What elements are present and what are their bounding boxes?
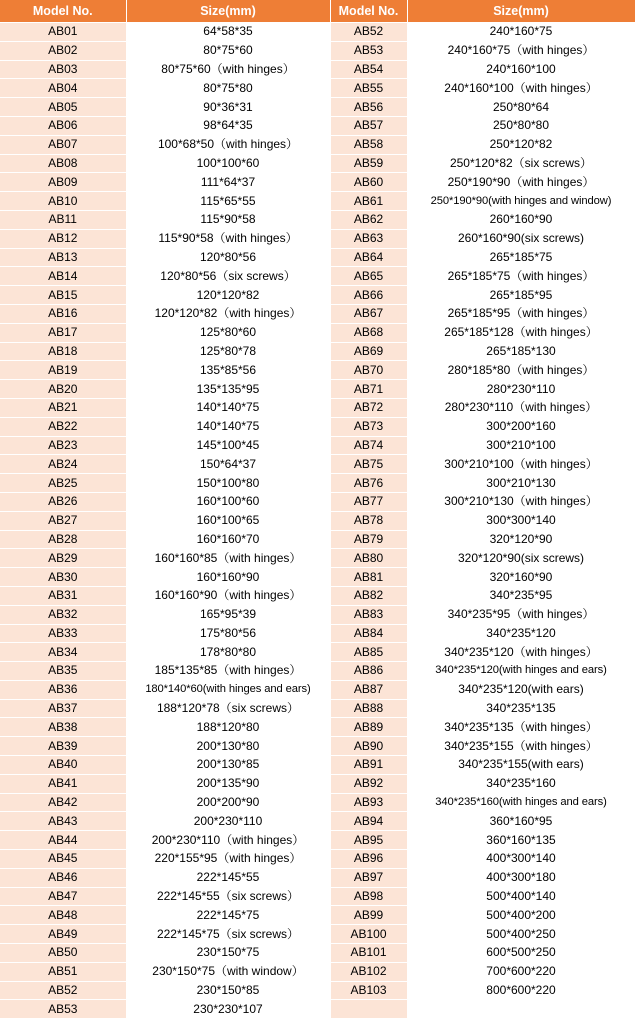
right-size-cell: 280*230*110（with hinges）: [407, 398, 635, 417]
right-model-cell: AB52: [330, 23, 407, 42]
left-model-cell: AB30: [0, 568, 126, 587]
right-size-cell: 340*235*95: [407, 586, 635, 605]
right-size-cell: 700*600*220: [407, 962, 635, 981]
table-row: [0, 248, 635, 267]
right-size-cell: 250*190*90（with hinges）: [407, 173, 635, 192]
table-row: [0, 192, 635, 211]
left-model-cell: AB20: [0, 380, 126, 399]
table-row: [0, 643, 635, 662]
left-model-cell: AB11: [0, 210, 126, 229]
right-empty-size-cell: [407, 1000, 635, 1019]
right-size-cell: 340*235*135（with hinges）: [407, 718, 635, 737]
left-model-cell: AB29: [0, 549, 126, 568]
table-row: [0, 304, 635, 323]
right-model-cell: AB60: [330, 173, 407, 192]
table-row: [0, 492, 635, 511]
left-size-cell: 200*130*80: [126, 737, 330, 756]
right-size-cell: 340*235*160(with hinges and ears): [407, 793, 635, 812]
left-size-cell: 200*230*110（with hinges）: [126, 831, 330, 850]
model-header-right: Model No.: [330, 0, 407, 23]
left-model-cell: AB38: [0, 718, 126, 737]
right-size-cell: 300*210*100: [407, 436, 635, 455]
left-model-cell: AB26: [0, 492, 126, 511]
right-size-cell: 340*235*135: [407, 699, 635, 718]
left-model-cell: AB31: [0, 586, 126, 605]
left-size-cell: 80*75*60: [126, 41, 330, 60]
table-row: [0, 925, 635, 944]
left-model-cell: AB42: [0, 793, 126, 812]
right-model-cell: AB83: [330, 605, 407, 624]
table-body: [0, 23, 635, 1019]
table-row: [0, 511, 635, 530]
right-model-cell: AB58: [330, 135, 407, 154]
left-model-cell: AB37: [0, 699, 126, 718]
table-row: [0, 474, 635, 493]
right-size-cell: 250*80*64: [407, 98, 635, 117]
left-size-cell: 188*120*78（six screws）: [126, 699, 330, 718]
right-size-cell: 250*80*80: [407, 116, 635, 135]
table-row: [0, 793, 635, 812]
right-size-cell: 240*160*75（with hinges）: [407, 41, 635, 60]
table-row: [0, 23, 635, 42]
right-size-cell: 500*400*200: [407, 906, 635, 925]
left-model-cell: AB10: [0, 192, 126, 211]
right-model-cell: AB67: [330, 304, 407, 323]
right-size-cell: 265*185*95: [407, 286, 635, 305]
right-size-cell: 300*210*100（with hinges）: [407, 455, 635, 474]
right-model-cell: AB78: [330, 511, 407, 530]
left-model-cell: AB27: [0, 511, 126, 530]
right-model-cell: AB82: [330, 586, 407, 605]
right-size-cell: 320*120*90(six screws): [407, 549, 635, 568]
left-size-cell: 140*140*75: [126, 398, 330, 417]
left-size-cell: 220*155*95（with hinges）: [126, 850, 330, 869]
left-size-cell: 222*145*75: [126, 906, 330, 925]
right-model-cell: AB96: [330, 850, 407, 869]
left-model-cell: AB04: [0, 79, 126, 98]
left-size-cell: 120*80*56: [126, 248, 330, 267]
left-size-cell: 188*120*80: [126, 718, 330, 737]
left-size-cell: 150*64*37: [126, 455, 330, 474]
left-size-cell: 135*135*95: [126, 380, 330, 399]
table-row: [0, 98, 635, 117]
table-row: [0, 944, 635, 963]
right-model-cell: AB54: [330, 60, 407, 79]
left-size-cell: 120*80*56（six screws）: [126, 267, 330, 286]
left-size-cell: 80*75*60（with hinges）: [126, 60, 330, 79]
left-size-cell: 160*160*90: [126, 568, 330, 587]
left-size-cell: 135*85*56: [126, 361, 330, 380]
left-size-cell: 222*145*75（six screws）: [126, 925, 330, 944]
right-model-cell: AB99: [330, 906, 407, 925]
right-size-cell: 340*235*155(with ears): [407, 756, 635, 775]
right-model-cell: AB92: [330, 774, 407, 793]
right-size-cell: 240*160*100: [407, 60, 635, 79]
right-size-cell: 320*160*90: [407, 568, 635, 587]
right-model-cell: AB86: [330, 662, 407, 681]
right-model-cell: AB100: [330, 925, 407, 944]
left-size-cell: 120*120*82: [126, 286, 330, 305]
left-model-cell: AB24: [0, 455, 126, 474]
left-size-cell: 160*100*65: [126, 511, 330, 530]
left-model-cell: AB14: [0, 267, 126, 286]
table-row: [0, 718, 635, 737]
left-model-cell: AB15: [0, 286, 126, 305]
table-row: [0, 60, 635, 79]
left-size-cell: 178*80*80: [126, 643, 330, 662]
table-row: [0, 756, 635, 775]
right-size-cell: 600*500*250: [407, 944, 635, 963]
left-size-cell: 100*100*60: [126, 154, 330, 173]
left-model-cell: AB49: [0, 925, 126, 944]
right-model-cell: AB71: [330, 380, 407, 399]
left-model-cell: AB40: [0, 756, 126, 775]
table-row: [0, 812, 635, 831]
left-model-cell: AB18: [0, 342, 126, 361]
table-row: [0, 417, 635, 436]
right-model-cell: AB56: [330, 98, 407, 117]
left-size-cell: 80*75*80: [126, 79, 330, 98]
right-model-cell: AB73: [330, 417, 407, 436]
right-size-cell: 265*185*130: [407, 342, 635, 361]
left-model-cell: AB12: [0, 229, 126, 248]
right-size-cell: 265*185*75（with hinges）: [407, 267, 635, 286]
left-size-cell: 180*140*60(with hinges and ears): [126, 680, 330, 699]
left-model-cell: AB22: [0, 417, 126, 436]
left-size-cell: 140*140*75: [126, 417, 330, 436]
right-size-cell: 500*400*250: [407, 925, 635, 944]
table-row: [0, 135, 635, 154]
left-model-cell: AB28: [0, 530, 126, 549]
left-model-cell: AB05: [0, 98, 126, 117]
table-row: [0, 154, 635, 173]
right-size-cell: 800*600*220: [407, 981, 635, 1000]
left-size-cell: 90*36*31: [126, 98, 330, 117]
right-model-cell: AB69: [330, 342, 407, 361]
right-size-cell: 320*120*90: [407, 530, 635, 549]
left-model-cell: AB03: [0, 60, 126, 79]
right-model-cell: AB89: [330, 718, 407, 737]
right-size-cell: 250*120*82: [407, 135, 635, 154]
table-row: [0, 586, 635, 605]
right-model-cell: AB63: [330, 229, 407, 248]
right-size-cell: 340*235*160: [407, 774, 635, 793]
right-size-cell: 250*120*82（six screws）: [407, 154, 635, 173]
right-size-cell: 300*210*130（with hinges）: [407, 492, 635, 511]
right-model-cell: AB59: [330, 154, 407, 173]
table-row: [0, 380, 635, 399]
model-header-left: Model No.: [0, 0, 126, 23]
right-model-cell: AB77: [330, 492, 407, 511]
left-model-cell: AB09: [0, 173, 126, 192]
table-row: [0, 530, 635, 549]
right-size-cell: 340*235*120（with hinges）: [407, 643, 635, 662]
table-row: [0, 831, 635, 850]
left-size-cell: 115*65*55: [126, 192, 330, 211]
left-size-cell: 230*150*85: [126, 981, 330, 1000]
right-empty-model-cell: [330, 1000, 407, 1019]
left-model-cell: AB52: [0, 981, 126, 1000]
right-model-cell: AB57: [330, 116, 407, 135]
table-row: [0, 1000, 635, 1019]
left-model-cell: AB06: [0, 116, 126, 135]
left-size-cell: 125*80*60: [126, 323, 330, 342]
left-model-cell: AB34: [0, 643, 126, 662]
right-model-cell: AB95: [330, 831, 407, 850]
table-row: [0, 398, 635, 417]
size-header-left: Size(mm): [126, 0, 330, 23]
right-size-cell: 260*160*90: [407, 210, 635, 229]
left-model-cell: AB21: [0, 398, 126, 417]
left-model-cell: AB17: [0, 323, 126, 342]
right-model-cell: AB93: [330, 793, 407, 812]
right-size-cell: 240*160*100（with hinges）: [407, 79, 635, 98]
left-size-cell: 145*100*45: [126, 436, 330, 455]
table-row: [0, 323, 635, 342]
right-model-cell: AB66: [330, 286, 407, 305]
right-model-cell: AB88: [330, 699, 407, 718]
left-size-cell: 160*160*90（with hinges）: [126, 586, 330, 605]
right-model-cell: AB72: [330, 398, 407, 417]
right-size-cell: 340*235*95（with hinges）: [407, 605, 635, 624]
left-model-cell: AB02: [0, 41, 126, 60]
table-row: [0, 887, 635, 906]
right-model-cell: AB94: [330, 812, 407, 831]
right-model-cell: AB68: [330, 323, 407, 342]
size-header-right: Size(mm): [407, 0, 635, 23]
right-model-cell: AB61: [330, 192, 407, 211]
right-size-cell: 260*160*90(six screws): [407, 229, 635, 248]
right-model-cell: AB81: [330, 568, 407, 587]
left-model-cell: AB36: [0, 680, 126, 699]
table-row: [0, 116, 635, 135]
table-row: [0, 981, 635, 1000]
left-model-cell: AB01: [0, 23, 126, 42]
right-model-cell: AB80: [330, 549, 407, 568]
left-size-cell: 100*68*50（with hinges）: [126, 135, 330, 154]
table-row: [0, 774, 635, 793]
table-row: [0, 361, 635, 380]
right-model-cell: AB85: [330, 643, 407, 662]
left-model-cell: AB46: [0, 868, 126, 887]
left-size-cell: 222*145*55（six screws）: [126, 887, 330, 906]
left-size-cell: 175*80*56: [126, 624, 330, 643]
right-size-cell: 400*300*180: [407, 868, 635, 887]
table-row: [0, 906, 635, 925]
right-size-cell: 265*185*75: [407, 248, 635, 267]
right-model-cell: AB76: [330, 474, 407, 493]
left-size-cell: 64*58*35: [126, 23, 330, 42]
left-model-cell: AB53: [0, 1000, 126, 1019]
left-size-cell: 160*160*70: [126, 530, 330, 549]
left-model-cell: AB19: [0, 361, 126, 380]
table-row: [0, 229, 635, 248]
right-size-cell: 280*185*80（with hinges）: [407, 361, 635, 380]
left-model-cell: AB35: [0, 662, 126, 681]
table-row: [0, 267, 635, 286]
left-model-cell: AB41: [0, 774, 126, 793]
right-size-cell: 240*160*75: [407, 23, 635, 42]
right-size-cell: 360*160*95: [407, 812, 635, 831]
right-size-cell: 300*300*140: [407, 511, 635, 530]
right-size-cell: 300*200*160: [407, 417, 635, 436]
right-model-cell: AB91: [330, 756, 407, 775]
right-size-cell: 250*190*90(with hinges and window): [407, 192, 635, 211]
left-size-cell: 160*160*85（with hinges）: [126, 549, 330, 568]
left-size-cell: 200*230*110: [126, 812, 330, 831]
left-model-cell: AB07: [0, 135, 126, 154]
left-size-cell: 98*64*35: [126, 116, 330, 135]
left-size-cell: 200*135*90: [126, 774, 330, 793]
table-row: [0, 699, 635, 718]
left-model-cell: AB13: [0, 248, 126, 267]
right-model-cell: AB98: [330, 887, 407, 906]
right-model-cell: AB75: [330, 455, 407, 474]
left-size-cell: 115*90*58（with hinges）: [126, 229, 330, 248]
right-model-cell: AB90: [330, 737, 407, 756]
left-size-cell: 185*135*85（with hinges）: [126, 662, 330, 681]
table-row: [0, 680, 635, 699]
table-row: [0, 436, 635, 455]
right-model-cell: AB103: [330, 981, 407, 1000]
left-model-cell: AB47: [0, 887, 126, 906]
table-row: [0, 342, 635, 361]
table-row: [0, 173, 635, 192]
right-size-cell: 360*160*135: [407, 831, 635, 850]
left-model-cell: AB39: [0, 737, 126, 756]
right-model-cell: AB55: [330, 79, 407, 98]
right-size-cell: 500*400*140: [407, 887, 635, 906]
table-row: [0, 868, 635, 887]
right-size-cell: 340*235*120(with hinges and ears): [407, 662, 635, 681]
table-row: [0, 605, 635, 624]
left-model-cell: AB48: [0, 906, 126, 925]
left-size-cell: 120*120*82（with hinges）: [126, 304, 330, 323]
left-size-cell: 165*95*39: [126, 605, 330, 624]
table-row: [0, 549, 635, 568]
left-size-cell: 111*64*37: [126, 173, 330, 192]
right-size-cell: 265*185*128（with hinges）: [407, 323, 635, 342]
right-size-cell: 340*235*155（with hinges）: [407, 737, 635, 756]
left-size-cell: 115*90*58: [126, 210, 330, 229]
left-model-cell: AB32: [0, 605, 126, 624]
right-size-cell: 400*300*140: [407, 850, 635, 869]
table-row: [0, 962, 635, 981]
right-model-cell: AB65: [330, 267, 407, 286]
left-model-cell: AB50: [0, 944, 126, 963]
table-row: [0, 286, 635, 305]
left-size-cell: 200*130*85: [126, 756, 330, 775]
table-row: [0, 455, 635, 474]
right-model-cell: AB87: [330, 680, 407, 699]
right-model-cell: AB79: [330, 530, 407, 549]
table-row: [0, 210, 635, 229]
table-row: [0, 737, 635, 756]
left-size-cell: 230*230*107: [126, 1000, 330, 1019]
left-size-cell: 230*150*75: [126, 944, 330, 963]
left-size-cell: 160*100*60: [126, 492, 330, 511]
left-model-cell: AB16: [0, 304, 126, 323]
left-model-cell: AB33: [0, 624, 126, 643]
right-model-cell: AB53: [330, 41, 407, 60]
right-model-cell: AB70: [330, 361, 407, 380]
table-row: [0, 850, 635, 869]
left-model-cell: AB23: [0, 436, 126, 455]
left-size-cell: 200*200*90: [126, 793, 330, 812]
left-model-cell: AB44: [0, 831, 126, 850]
left-model-cell: AB45: [0, 850, 126, 869]
left-size-cell: 222*145*55: [126, 868, 330, 887]
right-size-cell: 340*235*120(with ears): [407, 680, 635, 699]
right-model-cell: AB74: [330, 436, 407, 455]
table-row: [0, 624, 635, 643]
right-model-cell: AB102: [330, 962, 407, 981]
left-model-cell: AB08: [0, 154, 126, 173]
left-model-cell: AB51: [0, 962, 126, 981]
right-model-cell: AB84: [330, 624, 407, 643]
right-size-cell: 280*230*110: [407, 380, 635, 399]
table-row: [0, 568, 635, 587]
table-row: [0, 662, 635, 681]
right-size-cell: 340*235*120: [407, 624, 635, 643]
right-model-cell: AB97: [330, 868, 407, 887]
header-row: [0, 0, 635, 23]
table-row: [0, 41, 635, 60]
right-model-cell: AB64: [330, 248, 407, 267]
right-model-cell: AB101: [330, 944, 407, 963]
right-size-cell: 265*185*95（with hinges）: [407, 304, 635, 323]
left-model-cell: AB25: [0, 474, 126, 493]
table-row: [0, 79, 635, 98]
left-size-cell: 230*150*75（with window）: [126, 962, 330, 981]
right-size-cell: 300*210*130: [407, 474, 635, 493]
right-model-cell: AB62: [330, 210, 407, 229]
left-size-cell: 125*80*78: [126, 342, 330, 361]
left-model-cell: AB43: [0, 812, 126, 831]
left-size-cell: 150*100*80: [126, 474, 330, 493]
